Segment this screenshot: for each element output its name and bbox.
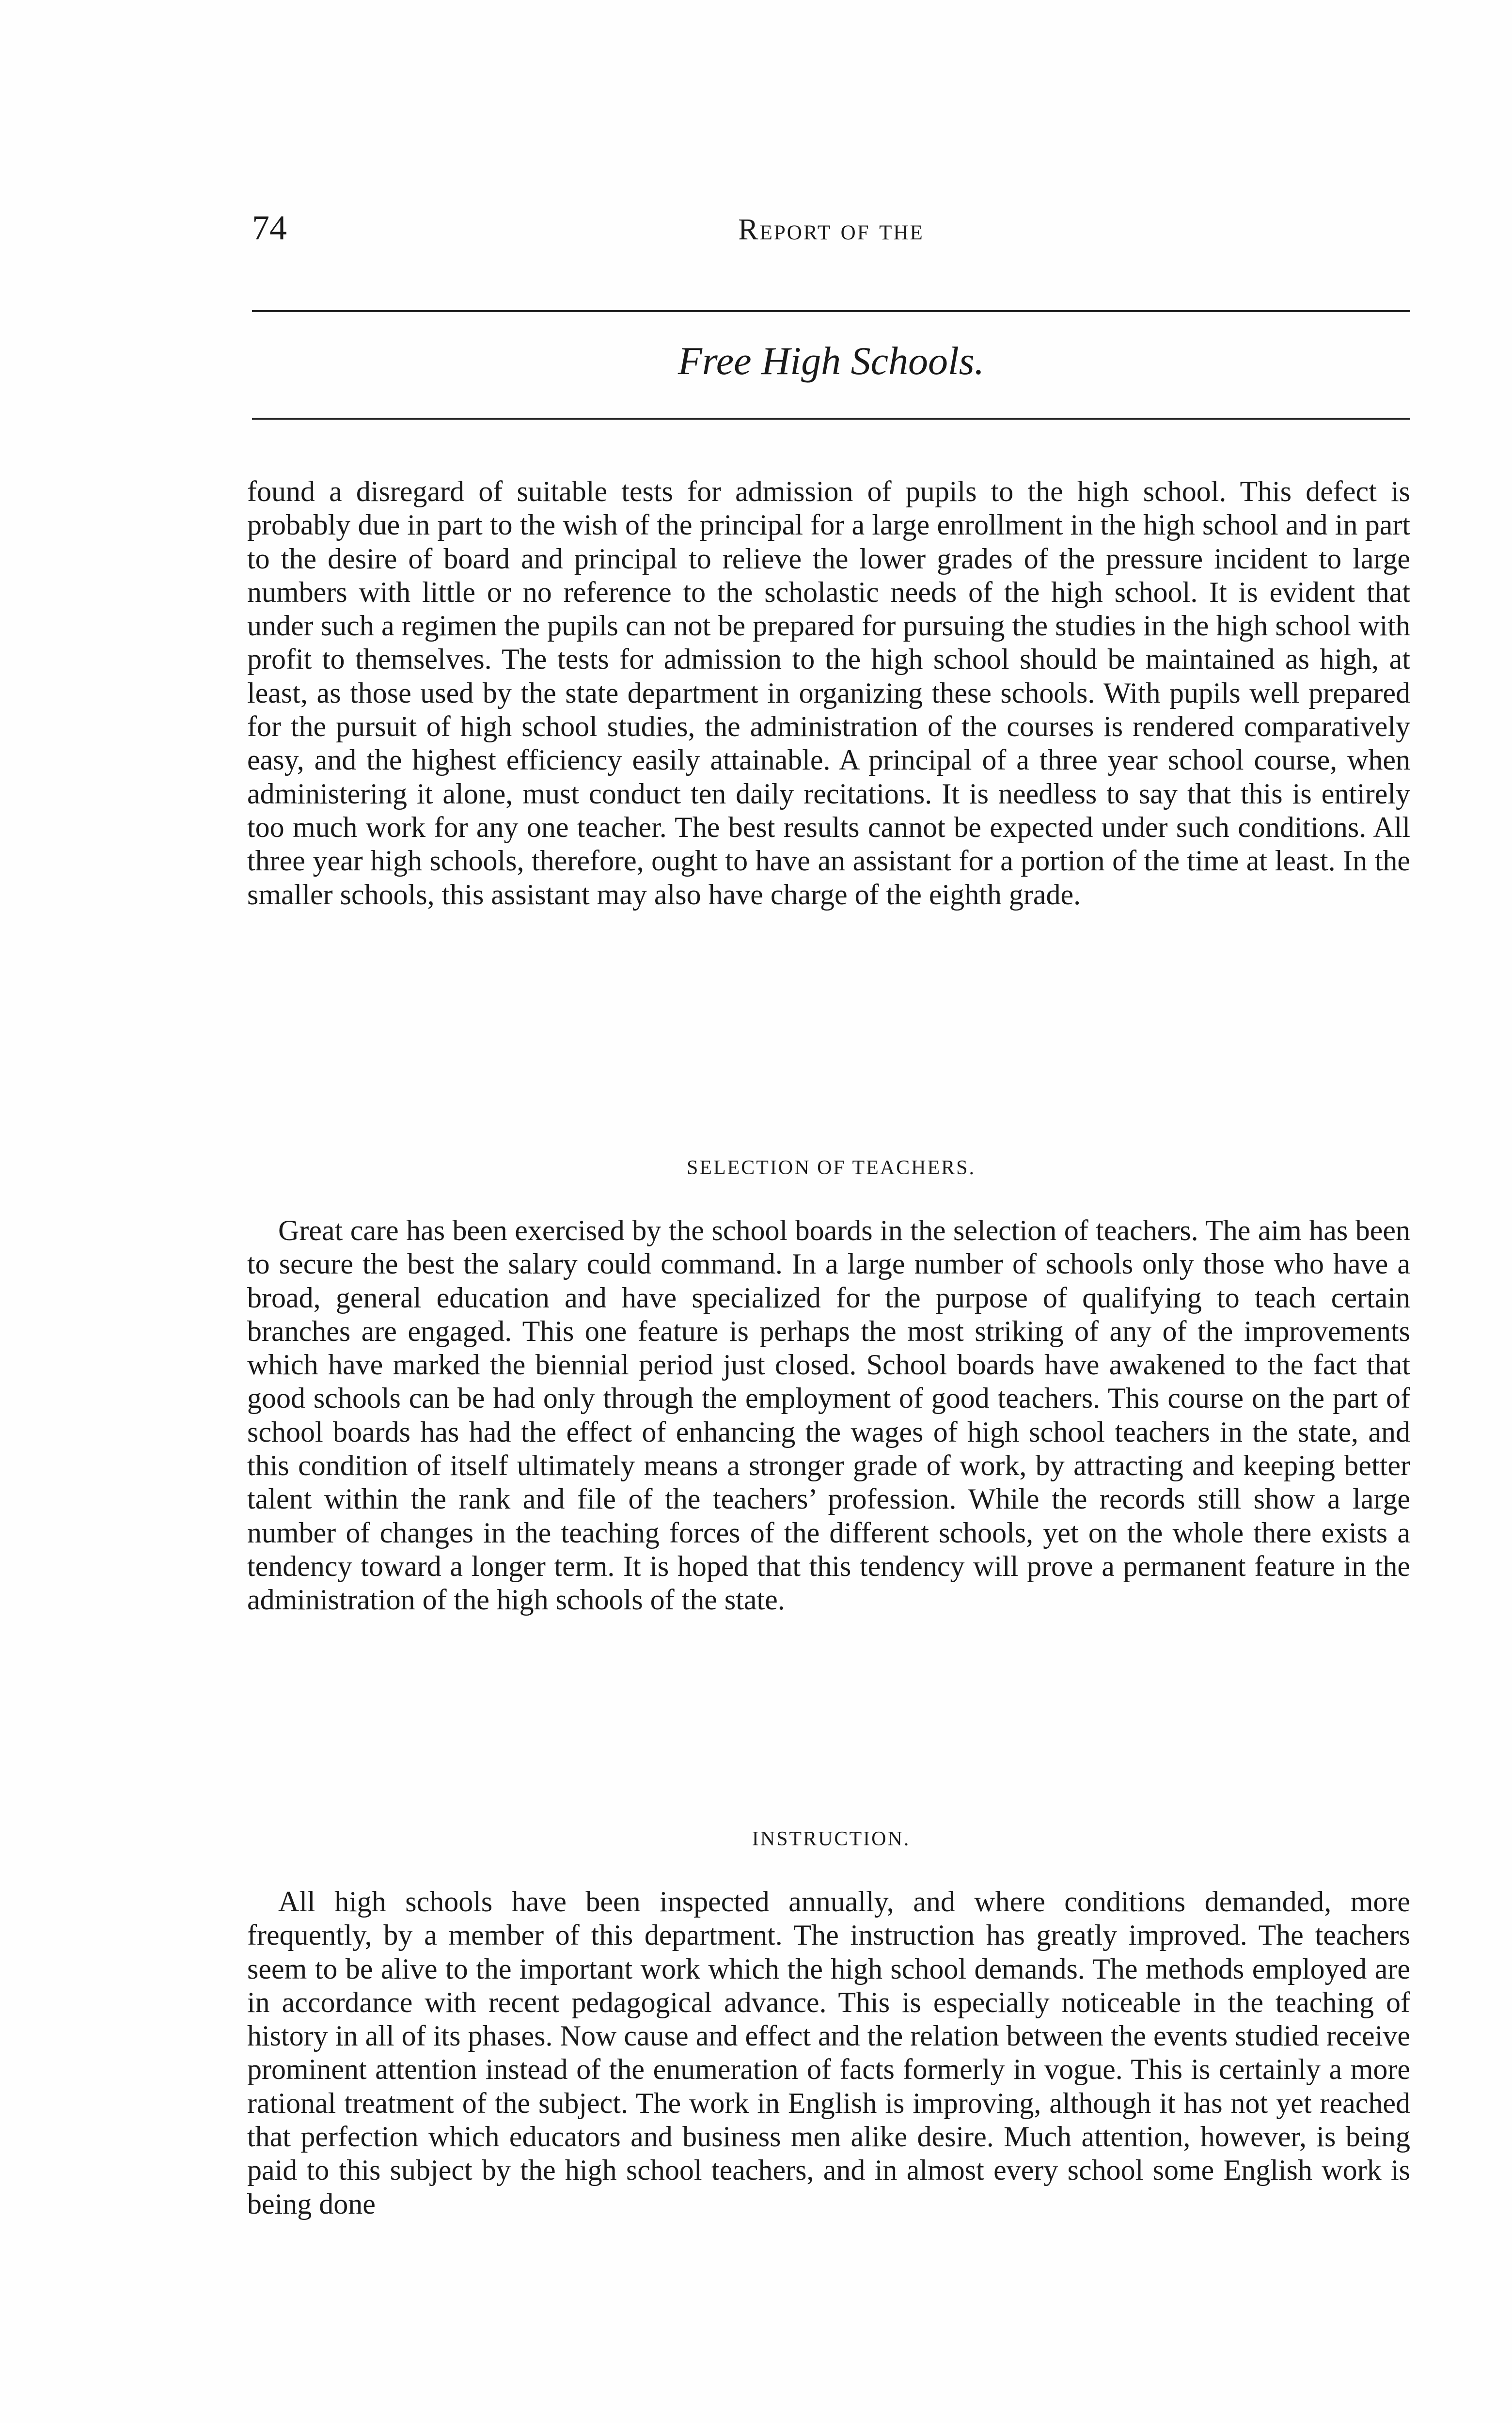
header-rule-top [252,310,1410,312]
header-rule-bottom [252,418,1410,420]
body-paragraph: found a disregard of suitable tests for admission of pupils to the high school. This defect is probably due in part to the wish of the principal for a large enrollment in the high school and in part to the desire of board and principal to relieve the lower grades of the pressure incident to large numbers with little or no reference to the scholastic needs of the high school. It is evident that under such a regimen the pupils can not be prepared for pursuing the studies in the high school with profit to themselves. The tests for admission to the high school should be maintained as high, at least, as those used by the state department in organizing these schools. With pupils well prepared for the pursuit of high school studies, the administration of the courses is rendered comparatively easy, and the highest efficiency easily attainable. A principal of a three year school course, when administering it alone, must conduct ten daily recitations. It is needless to say that this is entirely too much work for any one teacher. The best results cannot be expected under such conditions. All three year high schools, therefore, ought to have an assistant for a portion of the time at least. In the smaller schools, this assistant may also have charge of the eighth grade. [247,475,1410,911]
section-title: Free High Schools. [677,339,985,383]
body-paragraph: Great care has been exercised by the school boards in the selection of teachers. The aim has been to secure the best the salary could command. In a large number of schools only those who have a broad, general education and have specialized for the purpose of qualifying to teach certain branches are engaged. This one feature is perhaps the most striking of any of the improvements which have marked the biennial period just closed. School boards have awakened to the fact that good schools can be had only through the employment of good teachers. This course on the part of school boards has had the effect of enhancing the wages of high school teachers in the state, and this condition of itself ultimately means a stronger grade of work, by attracting and keeping better talent within the rank and file of the teachers’ profession. While the records still show a large number of changes in the teaching forces of the different schools, yet on the whole there exists a tendency toward a longer term. It is hoped that this tendency will prove a permanent feature in the administration of the high schools of the state. [247,1214,1410,1616]
running-title: Report of the [738,213,924,246]
body-paragraph: All high schools have been inspected annually, and where conditions demanded, more frequently, by a member of this department. The instruction has greatly improved. The teachers seem to be alive to the important work which the high school demands. The methods employed are in accordance with recent pedagogical advance. This is especially noticeable in the teaching of history in all of its phases. Now cause and effect and the relation between the events studied receive prominent attention instead of the enumeration of facts formerly in vogue. This is certainly a more rational treatment of the subject. The work in English is improving, although it has not yet reached that perfection which educators and business men alike desire. Much attention, however, is being paid to this subject by the high school teachers, and in almost every school some English work is being done [247,1886,1410,2220]
running-header [252,199,1410,247]
page-number: 74 [252,208,287,247]
section-heading-instruction: INSTRUCTION. [752,1828,911,1850]
section-heading-selection-of-teachers: SELECTION OF TEACHERS. [686,1157,976,1179]
